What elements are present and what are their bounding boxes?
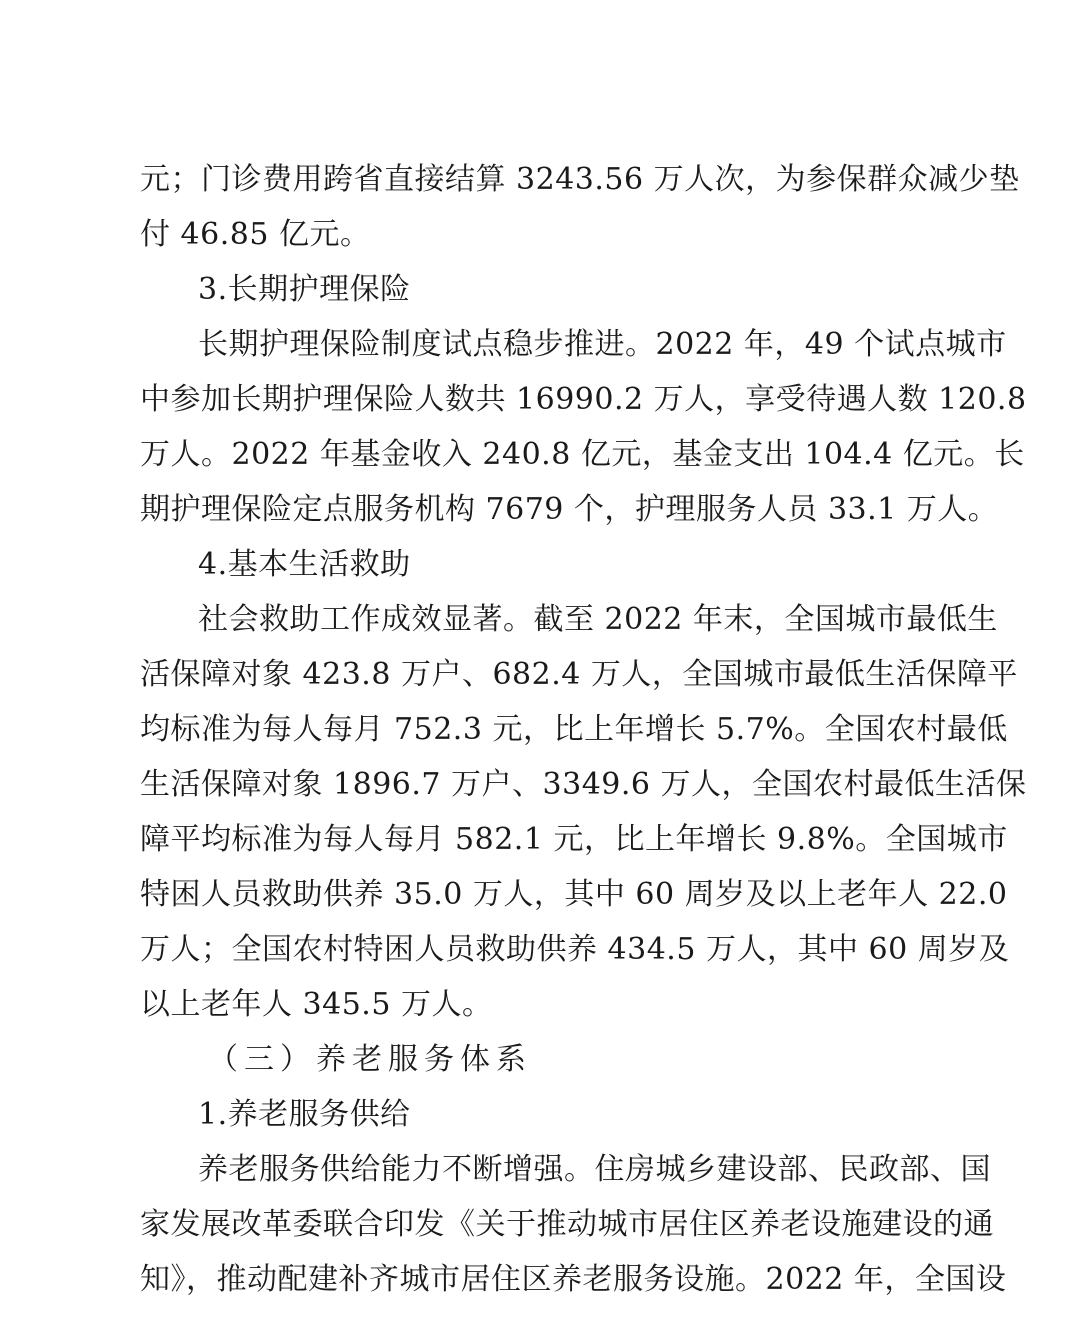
paragraph-line: 长期护理保险制度试点稳步推进。2022 年，49 个试点城市 [198,327,1007,362]
paragraph-line: 活保障对象 423.8 万户、682.4 万人，全国城市最低生活保障平 [140,657,1018,692]
section-heading: 3.长期护理保险 [198,272,411,307]
paragraph-line: 养老服务供给能力不断增强。住房城乡建设部、民政部、国 [198,1152,991,1187]
section-heading: 1.养老服务供给 [198,1097,411,1132]
paragraph-line: 均标准为每人每月 752.3 元，比上年增长 5.7%。全国农村最低 [140,712,1008,747]
paragraph-line: 期护理保险定点服务机构 7679 个，护理服务人员 33.1 万人。 [140,492,999,527]
paragraph-line: 万人。2022 年基金收入 240.8 亿元，基金支出 104.4 亿元。长 [140,437,1025,472]
paragraph-line: 以上老年人 345.5 万人。 [140,987,493,1022]
paragraph-line: 障平均标准为每人每月 582.1 元，比上年增长 9.8%。全国城市 [140,822,1008,857]
chapter-heading: （三）养老服务体系 [208,1042,532,1077]
paragraph-line: 知》，推动配建补齐城市居住区养老服务设施。2022 年，全国设 [140,1262,1007,1297]
section-heading: 4.基本生活救助 [198,547,411,582]
paragraph-line: 中参加长期护理保险人数共 16990.2 万人，享受待遇人数 120.8 [140,382,1027,417]
paragraph-line: 特困人员救助供养 35.0 万人，其中 60 周岁及以上老年人 22.0 [140,877,1008,912]
paragraph-line: 家发展改革委联合印发《关于推动城市居住区养老设施建设的通 [140,1207,994,1242]
paragraph-line: 社会救助工作成效显著。截至 2022 年末，全国城市最低生 [198,602,998,637]
paragraph-line: 万人；全国农村特困人员救助供养 434.5 万人，其中 60 周岁及 [140,932,1010,967]
paragraph-line: 元；门诊费用跨省直接结算 3243.56 万人次，为参保群众减少垫 [140,162,1020,197]
paragraph-line: 付 46.85 亿元。 [140,217,371,252]
paragraph-line: 生活保障对象 1896.7 万户、3349.6 万人，全国农村最低生活保 [140,767,1027,802]
